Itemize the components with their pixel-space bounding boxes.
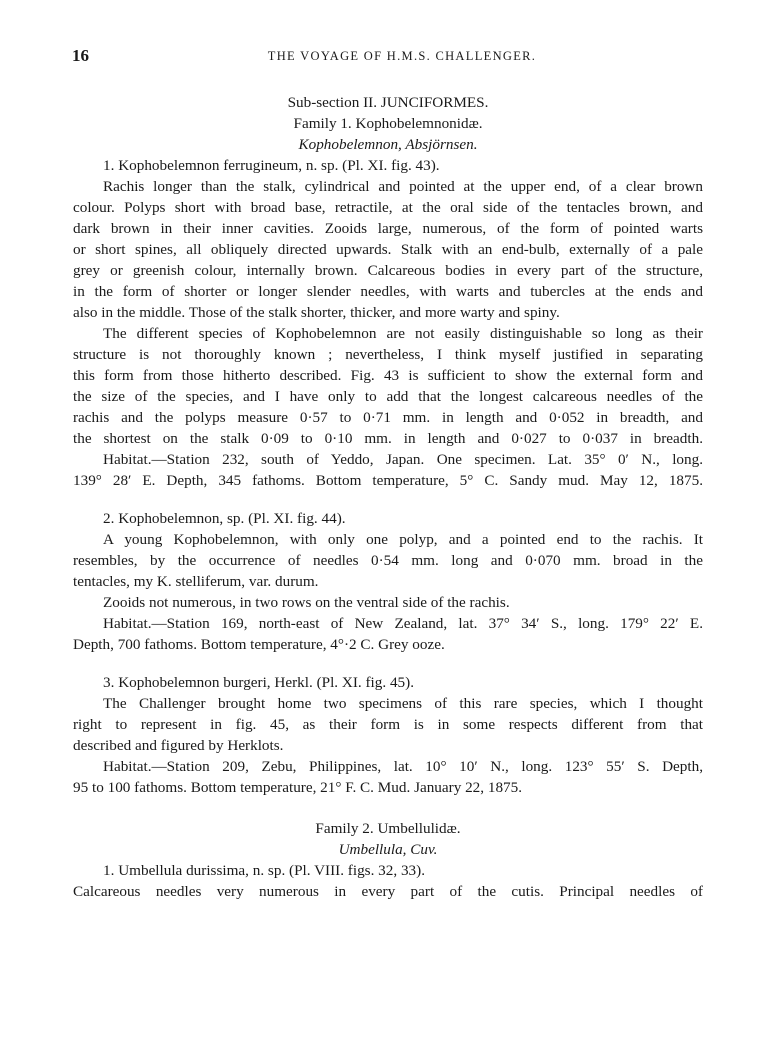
species-1-description	[73, 176, 703, 323]
text-line: or short spines, all obliquely directed upwards. Stalk with an end-bulb, externally of a pale	[73, 241, 703, 258]
text-line: The different species of Kophobelemnon are not easily distinguishable so long as their	[103, 325, 703, 342]
page-number: 16	[72, 46, 89, 65]
species-2-description	[73, 529, 703, 592]
species-3-habitat	[73, 756, 703, 798]
text-line: rachis and the polyps measure 0·57 to 0·71 mm. in length and 0·052 in breadth, and	[73, 409, 703, 426]
subsection-heading: Sub-section II. JUNCIFORMES.	[287, 94, 489, 111]
text-line: resembles, by the occurrence of needles 0·54 mm. long and 0·070 mm. broad in the	[73, 552, 703, 569]
species-1-habitat	[73, 449, 703, 491]
text-line: Rachis longer than the stalk, cylindrical and pointed at the upper end, of a clear brown	[103, 178, 703, 195]
text-line: in the form of shorter or longer slender needles, with warts and tubercles at the ends and	[73, 283, 703, 300]
text-line: grey or greenish colour, internally brown. Calcareous bodies in every part of the structure,	[73, 262, 703, 279]
text-line: Depth, 700 fathoms. Bottom temperature, 4°·2 C. Grey ooze.	[73, 636, 445, 653]
species-4-title: 1. Umbellula durissima, n. sp. (Pl. VIII. figs. 32, 33).	[103, 862, 426, 879]
species-1-title: 1. Kophobelemnon ferrugineum, n. sp. (Pl. XI. fig. 43).	[103, 157, 440, 174]
species-2-habitat	[73, 613, 703, 655]
family-2-heading: Family 2. Umbellulidæ.	[315, 820, 461, 837]
text-line: this form from those hitherto described. Fig. 43 is sufficient to show the external form and	[73, 367, 703, 384]
text-line: also in the middle. Those of the stalk shorter, thicker, and more warty and spiny.	[73, 304, 560, 321]
genus-1-heading: Kophobelemnon, Absjörnsen.	[298, 136, 478, 153]
text-line: structure is not thoroughly known ; nevertheless, I think myself justified in separating	[73, 346, 703, 363]
text-line: Habitat.—Station 232, south of Yeddo, Japan. One specimen. Lat. 35° 0′ N., long.	[103, 451, 703, 468]
text-line: A young Kophobelemnon, with only one polyp, and a pointed end to the rachis. It	[103, 531, 703, 548]
species-3-description	[73, 693, 703, 756]
text-line: 95 to 100 fathoms. Bottom temperature, 21° F. C. Mud. January 22, 1875.	[73, 779, 523, 796]
text-line: right to represent in fig. 45, as their form is in some respects different from that	[73, 716, 703, 733]
text-line: colour. Polyps short with broad base, retractile, at the oral side of the tentacles brown, and	[73, 199, 703, 216]
text-line: described and figured by Herklots.	[73, 737, 284, 754]
genus-2-heading: Umbellula, Cuv.	[338, 841, 438, 858]
text-line: the size of the species, and I have only to add that the longest calcareous needles of the	[73, 388, 703, 405]
text-line: Habitat.—Station 209, Zebu, Philippines, lat. 10° 10′ N., long. 123° 55′ S. Depth,	[103, 758, 703, 775]
species-2-note: Zooids not numerous, in two rows on the ventral side of the rachis.	[103, 594, 510, 611]
text-line: the shortest on the stalk 0·09 to 0·10 mm. in length and 0·027 to 0·037 in breadth.	[73, 430, 703, 447]
species-1-remark	[73, 323, 703, 449]
species-3-title: 3. Kophobelemnon burgeri, Herkl. (Pl. XI. fig. 45).	[103, 674, 415, 691]
running-title: THE VOYAGE OF H.M.S. CHALLENGER.	[267, 49, 537, 63]
species-4-description: Calcareous needles very numerous in every part of the cutis. Principal needles of	[73, 883, 703, 900]
text-line: 139° 28′ E. Depth, 345 fathoms. Bottom temperature, 5° C. Sandy mud. May 12, 1875.	[73, 472, 703, 489]
page-header	[72, 46, 710, 68]
text-line: Habitat.—Station 169, north-east of New Zealand, lat. 37° 34′ S., long. 179° 22′ E.	[103, 615, 703, 632]
text-line: The Challenger brought home two specimens of this rare species, which I thought	[103, 695, 703, 712]
text-line: tentacles, my K. stelliferum, var. durum.	[73, 573, 319, 590]
page-body	[73, 92, 703, 902]
family-1-heading: Family 1. Kophobelemnonidæ.	[293, 115, 483, 132]
species-2-title: 2. Kophobelemnon, sp. (Pl. XI. fig. 44).	[103, 510, 346, 527]
text-line: dark brown in their inner cavities. Zooids large, numerous, of the form of pointed warts	[73, 220, 703, 237]
